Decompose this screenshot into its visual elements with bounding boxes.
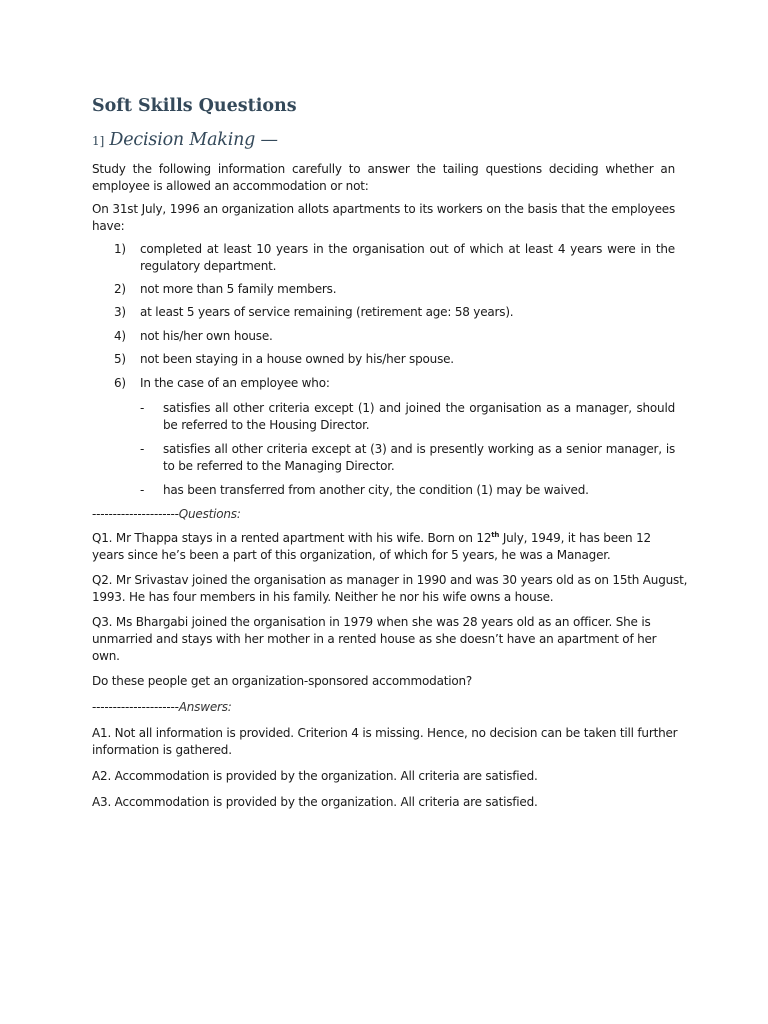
question-3-line-1: Q3. Ms Bhargabi joined the organisation in 1979 when she was 28 years old as an officer. She is — [92, 615, 651, 629]
section-number: 1] — [92, 134, 105, 148]
question-1 — [92, 530, 675, 564]
criterion-text: In the case of an employee who: — [140, 376, 330, 390]
questions-label: Questions: — [178, 507, 241, 521]
criterion-marker: 3) — [114, 305, 126, 319]
section-heading — [92, 130, 278, 150]
question-3-line-3: own. — [92, 649, 120, 663]
criterion-marker: 4) — [114, 329, 126, 343]
questions-divider — [92, 507, 241, 521]
sub-criterion-marker: - — [140, 442, 145, 456]
sub-criterion-marker: - — [140, 401, 145, 415]
criterion-marker: 1) — [114, 242, 126, 256]
divider-dashes: --------------------- — [92, 700, 179, 714]
criterion-marker: 6) — [114, 376, 126, 390]
sub-criterion-marker: - — [140, 483, 145, 497]
closing-question: Do these people get an organization-sponsored accommodation? — [92, 674, 473, 688]
criterion-marker: 2) — [114, 282, 126, 296]
premise-paragraph: On 31st July, 1996 an organization allots apartments to its workers on the basis that the employees have: — [92, 202, 675, 233]
criterion-text: not his/her own house. — [140, 329, 273, 343]
section-heading-text: Decision Making — — [109, 130, 278, 150]
answer-1 — [92, 725, 678, 759]
question-1-line-2: years since he’s been a part of this organization, of which for 5 years, he was a Manager. — [92, 548, 611, 562]
answers-divider — [92, 700, 232, 714]
criterion-marker: 5) — [114, 352, 126, 366]
document-title: Soft Skills Questions — [92, 96, 297, 116]
answers-label: Answers: — [178, 700, 232, 714]
divider-dashes: --------------------- — [92, 507, 179, 521]
answer-2: A2. Accommodation is provided by the organization. All criteria are satisfied. — [92, 769, 538, 783]
answer-1-line-2: information is gathered. — [92, 743, 232, 757]
answer-1-line-1: A1. Not all information is provided. Criterion 4 is missing. Hence, no decision can be taken till further — [92, 726, 678, 740]
question-1-text-b: July, 1949, it has been 12 — [499, 531, 651, 545]
sub-criterion-text: has been transferred from another city, the condition (1) may be waived. — [163, 483, 589, 497]
intro-paragraph: Study the following information carefully to answer the tailing questions deciding whether an employee is allowed an accommodation or not: — [92, 162, 675, 193]
question-3 — [92, 614, 675, 665]
criterion-text: not been staying in a house owned by his/her spouse. — [140, 352, 454, 366]
answer-3: A3. Accommodation is provided by the organization. All criteria are satisfied. — [92, 795, 538, 809]
question-1-line-1 — [92, 530, 675, 547]
sub-criterion-text: satisfies all other criteria except at (3) and is presently working as a senior manager, is to be referred to the Managing Director. — [163, 442, 675, 473]
question-2-line-1: Q2. Mr Srivastav joined the organisation as manager in 1990 and was 30 years old as on 15th August, — [92, 573, 688, 587]
question-2-line-2: 1993. He has four members in his family. Neither he nor his wife owns a house. — [92, 590, 554, 604]
ordinal-suffix: th — [491, 531, 500, 539]
criterion-text: not more than 5 family members. — [140, 282, 337, 296]
question-2 — [92, 572, 688, 606]
criterion-text: at least 5 years of service remaining (retirement age: 58 years). — [140, 305, 514, 319]
criterion-text: completed at least 10 years in the organisation out of which at least 4 years were in the regulatory department. — [140, 242, 675, 273]
sub-criterion-text: satisfies all other criteria except (1) and joined the organisation as a manager, should be referred to the Housing Director. — [163, 401, 675, 432]
question-3-line-2: unmarried and stays with her mother in a rented house as she doesn’t have an apartment of her — [92, 632, 657, 646]
question-1-text-a: Q1. Mr Thappa stays in a rented apartment with his wife. Born on 12 — [92, 531, 492, 545]
